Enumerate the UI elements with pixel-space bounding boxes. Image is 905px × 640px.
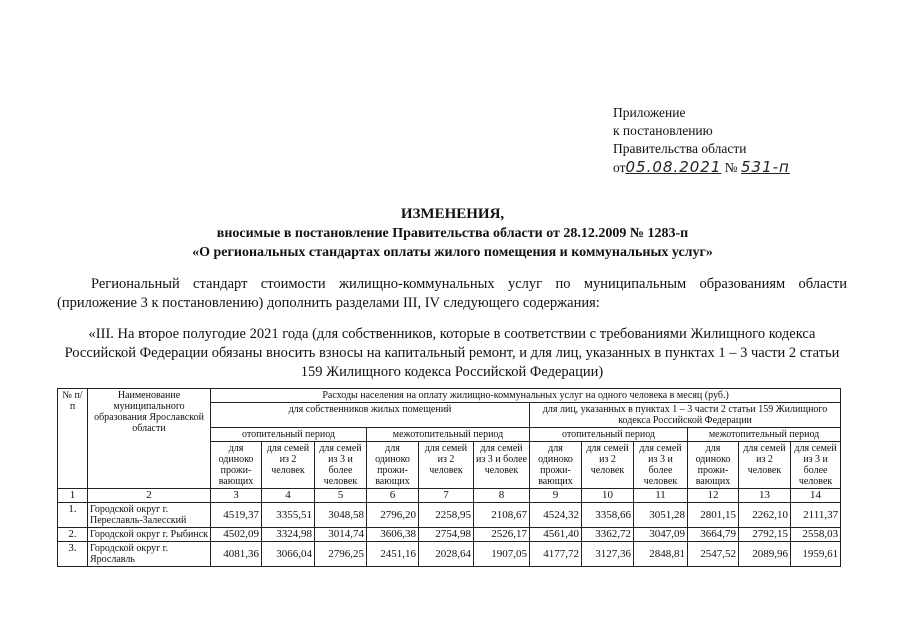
header-row-1 — [58, 389, 841, 403]
row-value: 2848,81 — [634, 542, 688, 567]
col-number: 9 — [530, 489, 582, 503]
col-number: 14 — [791, 489, 841, 503]
title-main: ИЗМЕНЕНИЯ, — [400, 206, 505, 222]
col-number: 4 — [262, 489, 315, 503]
sub-single: для одиноко прожи-вающих — [367, 442, 419, 489]
sub-two: для семей из 2 человек — [419, 442, 474, 489]
title-sub-2: «О региональных стандартах оплаты жилого помещения и коммунальных услуг» — [192, 245, 713, 260]
sub-two: для семей из 2 человек — [739, 442, 791, 489]
col-number: 10 — [582, 489, 634, 503]
row-value: 3324,98 — [262, 528, 315, 542]
sub-three: для семей из 3 и более человек — [634, 442, 688, 489]
sub-two: для семей из 2 человек — [262, 442, 315, 489]
row-value: 3355,51 — [262, 503, 315, 528]
row-number: 2. — [58, 528, 88, 542]
sub-two: для семей из 2 человек — [582, 442, 634, 489]
col-number: 1 — [58, 489, 88, 503]
row-value: 2801,15 — [688, 503, 739, 528]
row-value: 3051,28 — [634, 503, 688, 528]
date-prefix: от — [613, 160, 626, 175]
row-value: 2526,17 — [474, 528, 530, 542]
table-row — [58, 503, 841, 528]
row-value: 4519,37 — [211, 503, 262, 528]
row-value: 3362,72 — [582, 528, 634, 542]
annex-line-2: к постановлению — [613, 123, 713, 138]
row-value: 2547,52 — [688, 542, 739, 567]
sub-single: для одиноко прожи-вающих — [211, 442, 262, 489]
col-number: 11 — [634, 489, 688, 503]
row-value: 2111,37 — [791, 503, 841, 528]
table-row — [58, 528, 841, 542]
handwritten-date: 05.08.2021 — [625, 158, 722, 176]
title-sub-1: вносимые в постановление Правительства области от 28.12.2009 № 1283-п — [216, 226, 689, 241]
sub-three: для семей из 3 и более человек — [315, 442, 367, 489]
row-value: 2558,03 — [791, 528, 841, 542]
row-value: 4561,40 — [530, 528, 582, 542]
row-value: 2262,10 — [739, 503, 791, 528]
header-heating: отопительный период — [530, 428, 688, 442]
annex-block — [613, 104, 790, 177]
annex-line-1: Приложение — [613, 105, 686, 120]
handwritten-number: 531-п — [741, 158, 790, 176]
header-no: № п/п — [58, 389, 88, 489]
row-value: 3066,04 — [262, 542, 315, 567]
header-persons: для лиц, указанных в пунктах 1 – 3 части 2 статьи 159 Жилищного кодекса Российской Федерации — [530, 403, 841, 428]
row-value: 2796,20 — [367, 503, 419, 528]
row-value: 2754,98 — [419, 528, 474, 542]
row-value: 4081,36 — [211, 542, 262, 567]
row-value: 3014,74 — [315, 528, 367, 542]
sub-three: для семей из 3 и более человек — [474, 442, 530, 489]
row-value: 3047,09 — [634, 528, 688, 542]
row-number: 1. — [58, 503, 88, 528]
annex-date-line — [613, 158, 790, 177]
sub-single: для одиноко прожи-вающих — [688, 442, 739, 489]
sub-three: для семей из 3 и более человек — [791, 442, 841, 489]
row-value: 1959,61 — [791, 542, 841, 567]
row-value: 4502,09 — [211, 528, 262, 542]
col-number: 6 — [367, 489, 419, 503]
row-value: 4524,32 — [530, 503, 582, 528]
col-number: 5 — [315, 489, 367, 503]
number-prefix: № — [724, 160, 738, 175]
row-value: 3358,66 — [582, 503, 634, 528]
standards-table — [57, 388, 841, 567]
header-nonheating: межотопительный период — [367, 428, 530, 442]
row-value: 4177,72 — [530, 542, 582, 567]
row-number: 3. — [58, 542, 88, 567]
row-value: 3606,38 — [367, 528, 419, 542]
row-name: Городской округ г. Переславль-Залесский — [88, 503, 211, 528]
annex-line-3: Правительства области — [613, 141, 747, 156]
column-number-row — [58, 489, 841, 503]
table-row — [58, 542, 841, 567]
row-value: 2792,15 — [739, 528, 791, 542]
document-title — [0, 204, 905, 262]
row-value: 2258,95 — [419, 503, 474, 528]
row-name: Городской округ г. Рыбинск — [88, 528, 211, 542]
row-name: Городской округ г. Ярославль — [88, 542, 211, 567]
intro-paragraph: Региональный стандарт стоимости жилищно-коммунальных услуг по муниципальным образованиям области (приложение 3 к постановлению) дополнить разделами III, IV следующего содержания: — [57, 276, 847, 311]
col-number: 7 — [419, 489, 474, 503]
row-value: 2451,16 — [367, 542, 419, 567]
col-number: 2 — [88, 489, 211, 503]
row-value: 1907,05 — [474, 542, 530, 567]
header-owners: для собственников жилых помещений — [211, 403, 530, 428]
col-number: 3 — [211, 489, 262, 503]
row-value: 2028,64 — [419, 542, 474, 567]
header-name: Наименование муниципального образования Ярославской области — [88, 389, 211, 489]
header-heating: отопительный период — [211, 428, 367, 442]
row-value: 2108,67 — [474, 503, 530, 528]
section-heading: «III. На второе полугодие 2021 года (для собственников, которые в соответствии с требованиями Жилищного кодекса Российской Федерации обязаны вносить взносы на капитальный ремонт, и для лиц, указанных в пунктах 1 – 3 части 2 статьи 159 Жилищного кодекса Российской Федерации) — [64, 326, 840, 380]
header-nonheating: межотопительный период — [688, 428, 841, 442]
row-value: 2796,25 — [315, 542, 367, 567]
header-expenses: Расходы населения на оплату жилищно-коммунальных услуг на одного человека в месяц (руб.) — [211, 389, 841, 403]
row-value: 3048,58 — [315, 503, 367, 528]
col-number: 12 — [688, 489, 739, 503]
row-value: 2089,96 — [739, 542, 791, 567]
col-number: 8 — [474, 489, 530, 503]
row-value: 3664,79 — [688, 528, 739, 542]
col-number: 13 — [739, 489, 791, 503]
sub-single: для одиноко прожи-вающих — [530, 442, 582, 489]
row-value: 3127,36 — [582, 542, 634, 567]
